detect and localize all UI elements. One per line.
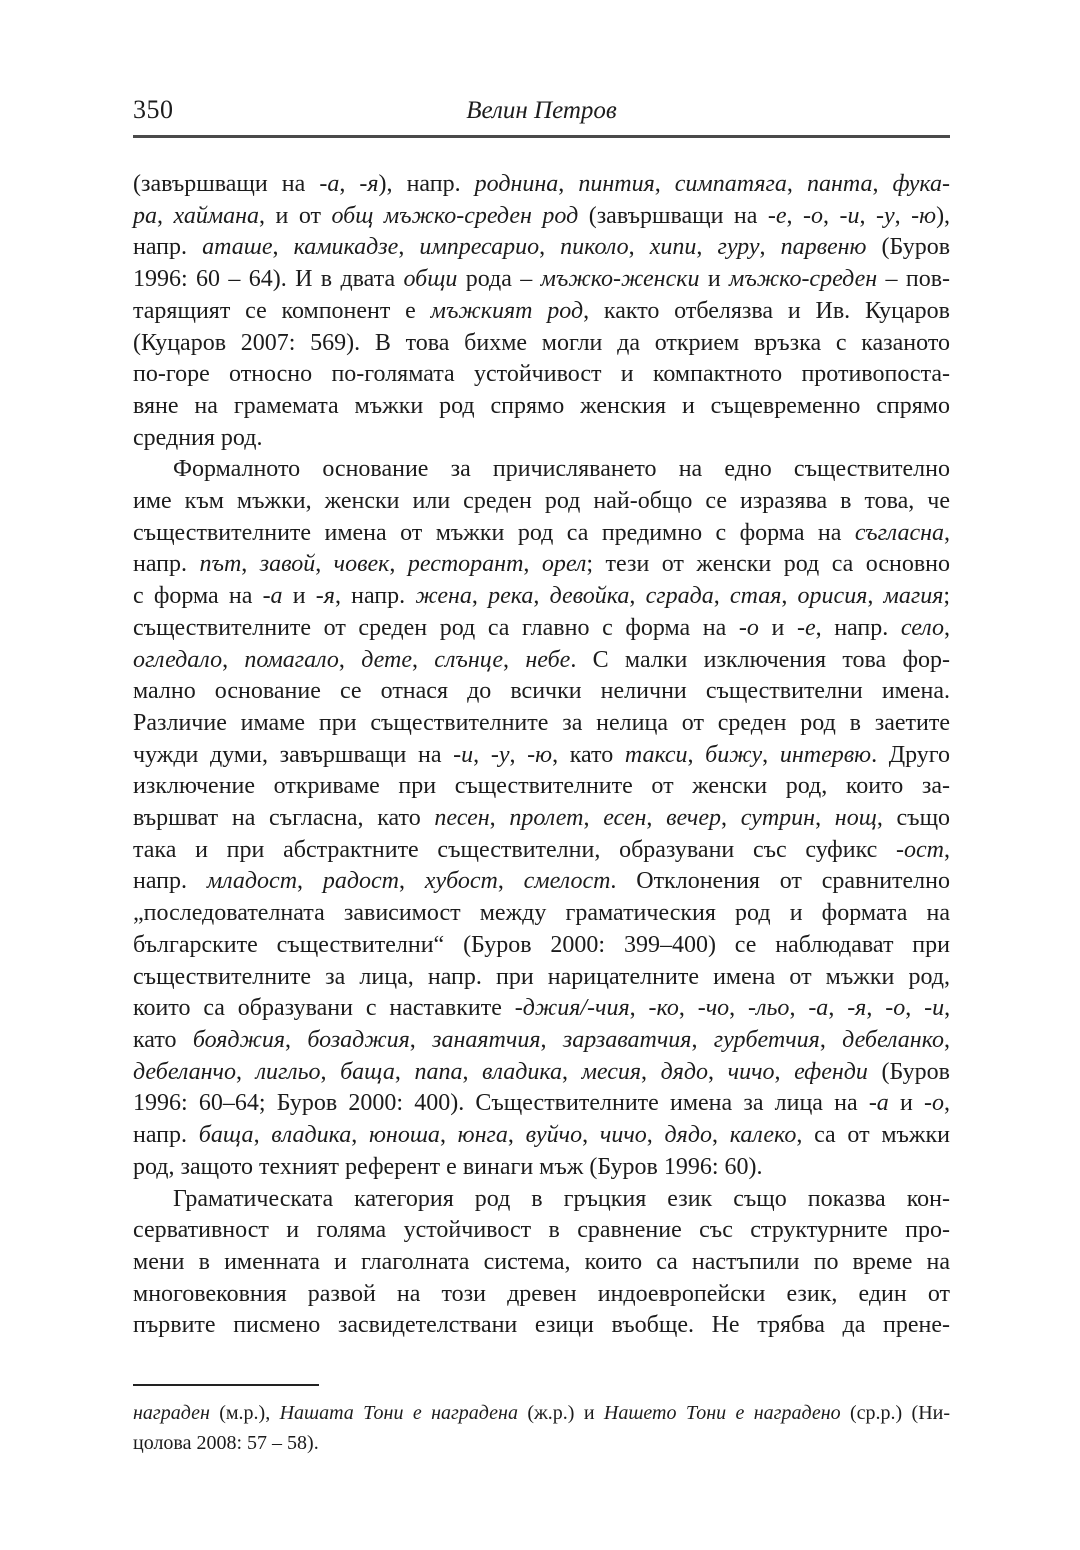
- text-line: Формалното основание за причисляването на едно съществително: [173, 456, 950, 483]
- text-line: ра, хаймана, и от общ мъжко-среден род (завършващи на -е, -о, -и, -у, -ю),: [133, 202, 951, 229]
- text-line: средния род.: [133, 424, 263, 451]
- paragraph: [133, 169, 950, 454]
- text-line: мално основание се отнася до всички нелични съществителни имена.: [133, 678, 950, 705]
- text-line: напр. баща, владика, юноша, юнга, вуйчо, чичо, дядо, калеко, са от мъжки: [133, 1122, 950, 1149]
- text-line: които са образувани с наставките -джия/-чия, -ко, -чо, -льо, -а, -я, -о, -и,: [133, 995, 951, 1022]
- footnote-rule: [133, 1384, 319, 1386]
- text-line: мени в именната и глаголната система, които са настъпили по време на: [133, 1248, 950, 1275]
- paragraph: [133, 1398, 950, 1458]
- running-head-author: Велин Петров: [466, 97, 617, 124]
- text-line: изключение откриваме при съществителните от женски род, които за-: [133, 773, 950, 800]
- text-line: напр. път, завой, човек, ресторант, орел; тези от женски род са основно: [133, 551, 951, 578]
- body-text: [133, 169, 950, 1342]
- text-line: съществителните за лица, напр. при нарицателните имена от мъжки род,: [133, 963, 950, 990]
- text-line: напр. младост, радост, хубост, смелост. Отклонения от сравнително: [133, 868, 950, 895]
- text-line: съществителните имена от мъжки род са предимно с форма на съгласна,: [133, 519, 950, 546]
- text-line: така и при абстрактните съществителни, образувани със суфикс -ост,: [133, 836, 950, 863]
- text-line: цолова 2008: 57 – 58).: [133, 1432, 319, 1455]
- paragraph: [133, 454, 950, 1183]
- page-number: 350: [133, 95, 174, 124]
- text-line: род, защото техният референт е винаги мъж (Буров 1996: 60).: [133, 1153, 763, 1180]
- text-line: Граматическата категория род в гръцкия език също показва кон-: [173, 1185, 950, 1212]
- text-line: огледало, помагало, дете, слънце, небе. С малки изключения това фор-: [133, 646, 951, 673]
- text-line: „последователната зависимост между граматическия род и формата на: [133, 900, 950, 927]
- paragraph: [133, 1184, 950, 1343]
- text-line: съществителните от среден род са главно с форма на -о и -е, напр. село,: [133, 614, 951, 641]
- text-line: с форма на -а и -я, напр. жена, река, девойка, сграда, стая, орисия, магия;: [133, 583, 951, 610]
- text-line: като бояджия, бозаджия, занаятчия, зарзаватчия, гурбетчия, дебеланко,: [133, 1026, 951, 1053]
- text-line: 1996: 60–64; Буров 2000: 400). Съществителните имена за лица на -а и -о,: [133, 1090, 951, 1117]
- text-line: по-горе относно по-голямата устойчивост и компактното противопоста-: [133, 361, 950, 388]
- text-line: сервативност и голяма устойчивост в сравнение със структурните про-: [133, 1217, 950, 1244]
- footnote-text: [133, 1398, 950, 1458]
- text-line: многовековния развой на този древен индоевропейски език, един от: [133, 1280, 950, 1307]
- footnote-section: [133, 1384, 950, 1458]
- text-line: чужди думи, завършващи на -и, -у, -ю, като такси, бижу, интервю. Друго: [133, 741, 951, 768]
- header-rule: [133, 135, 950, 138]
- text-line: (завършващи на -а, -я), напр. роднина, пинтия, симпатяга, панта, фука-: [133, 171, 951, 197]
- text-line: първите писмено засвидетелствани езици въобще. Не трябва да прене-: [133, 1312, 950, 1339]
- page-header: [133, 95, 950, 127]
- text-line: Различие имаме при съществителните за нелица от среден род в заетите: [133, 709, 950, 736]
- text-line: 1996: 60 – 64). И в двата общи рода – мъжко-женски и мъжко-среден – пов-: [133, 266, 951, 293]
- text-line: вяне на грамемата мъжки род спрямо женския и същевременно спрямо: [133, 392, 950, 419]
- text-line: тарящият се компонент е мъжкият род, както отбелязва и Ив. Куцаров: [133, 297, 951, 324]
- text-line: награден (м.р.), Нашата Тони е наградена (ж.р.) и Нашето Тони е наградено (ср.р.) (Ни-: [133, 1402, 950, 1425]
- text-line: българските съществителни“ (Буров 2000: 399–400) се наблюдават при: [133, 931, 950, 958]
- text-line: вършват на съгласна, като песен, пролет, есен, вечер, сутрин, нощ, също: [133, 805, 951, 832]
- text-line: дебеланчо, лигльо, баща, папа, владика, месия, дядо, чичо, ефенди (Буров: [133, 1058, 950, 1085]
- text-line: (Куцаров 2007: 569). В това бихме могли да открием връзка с казаното: [133, 329, 950, 356]
- text-line: име към мъжки, женски или среден род най-общо се изразява в това, че: [133, 488, 950, 515]
- text-line: напр. аташе, камикадзе, импресарио, пиколо, хипи, гуру, парвеню (Буров: [133, 234, 951, 261]
